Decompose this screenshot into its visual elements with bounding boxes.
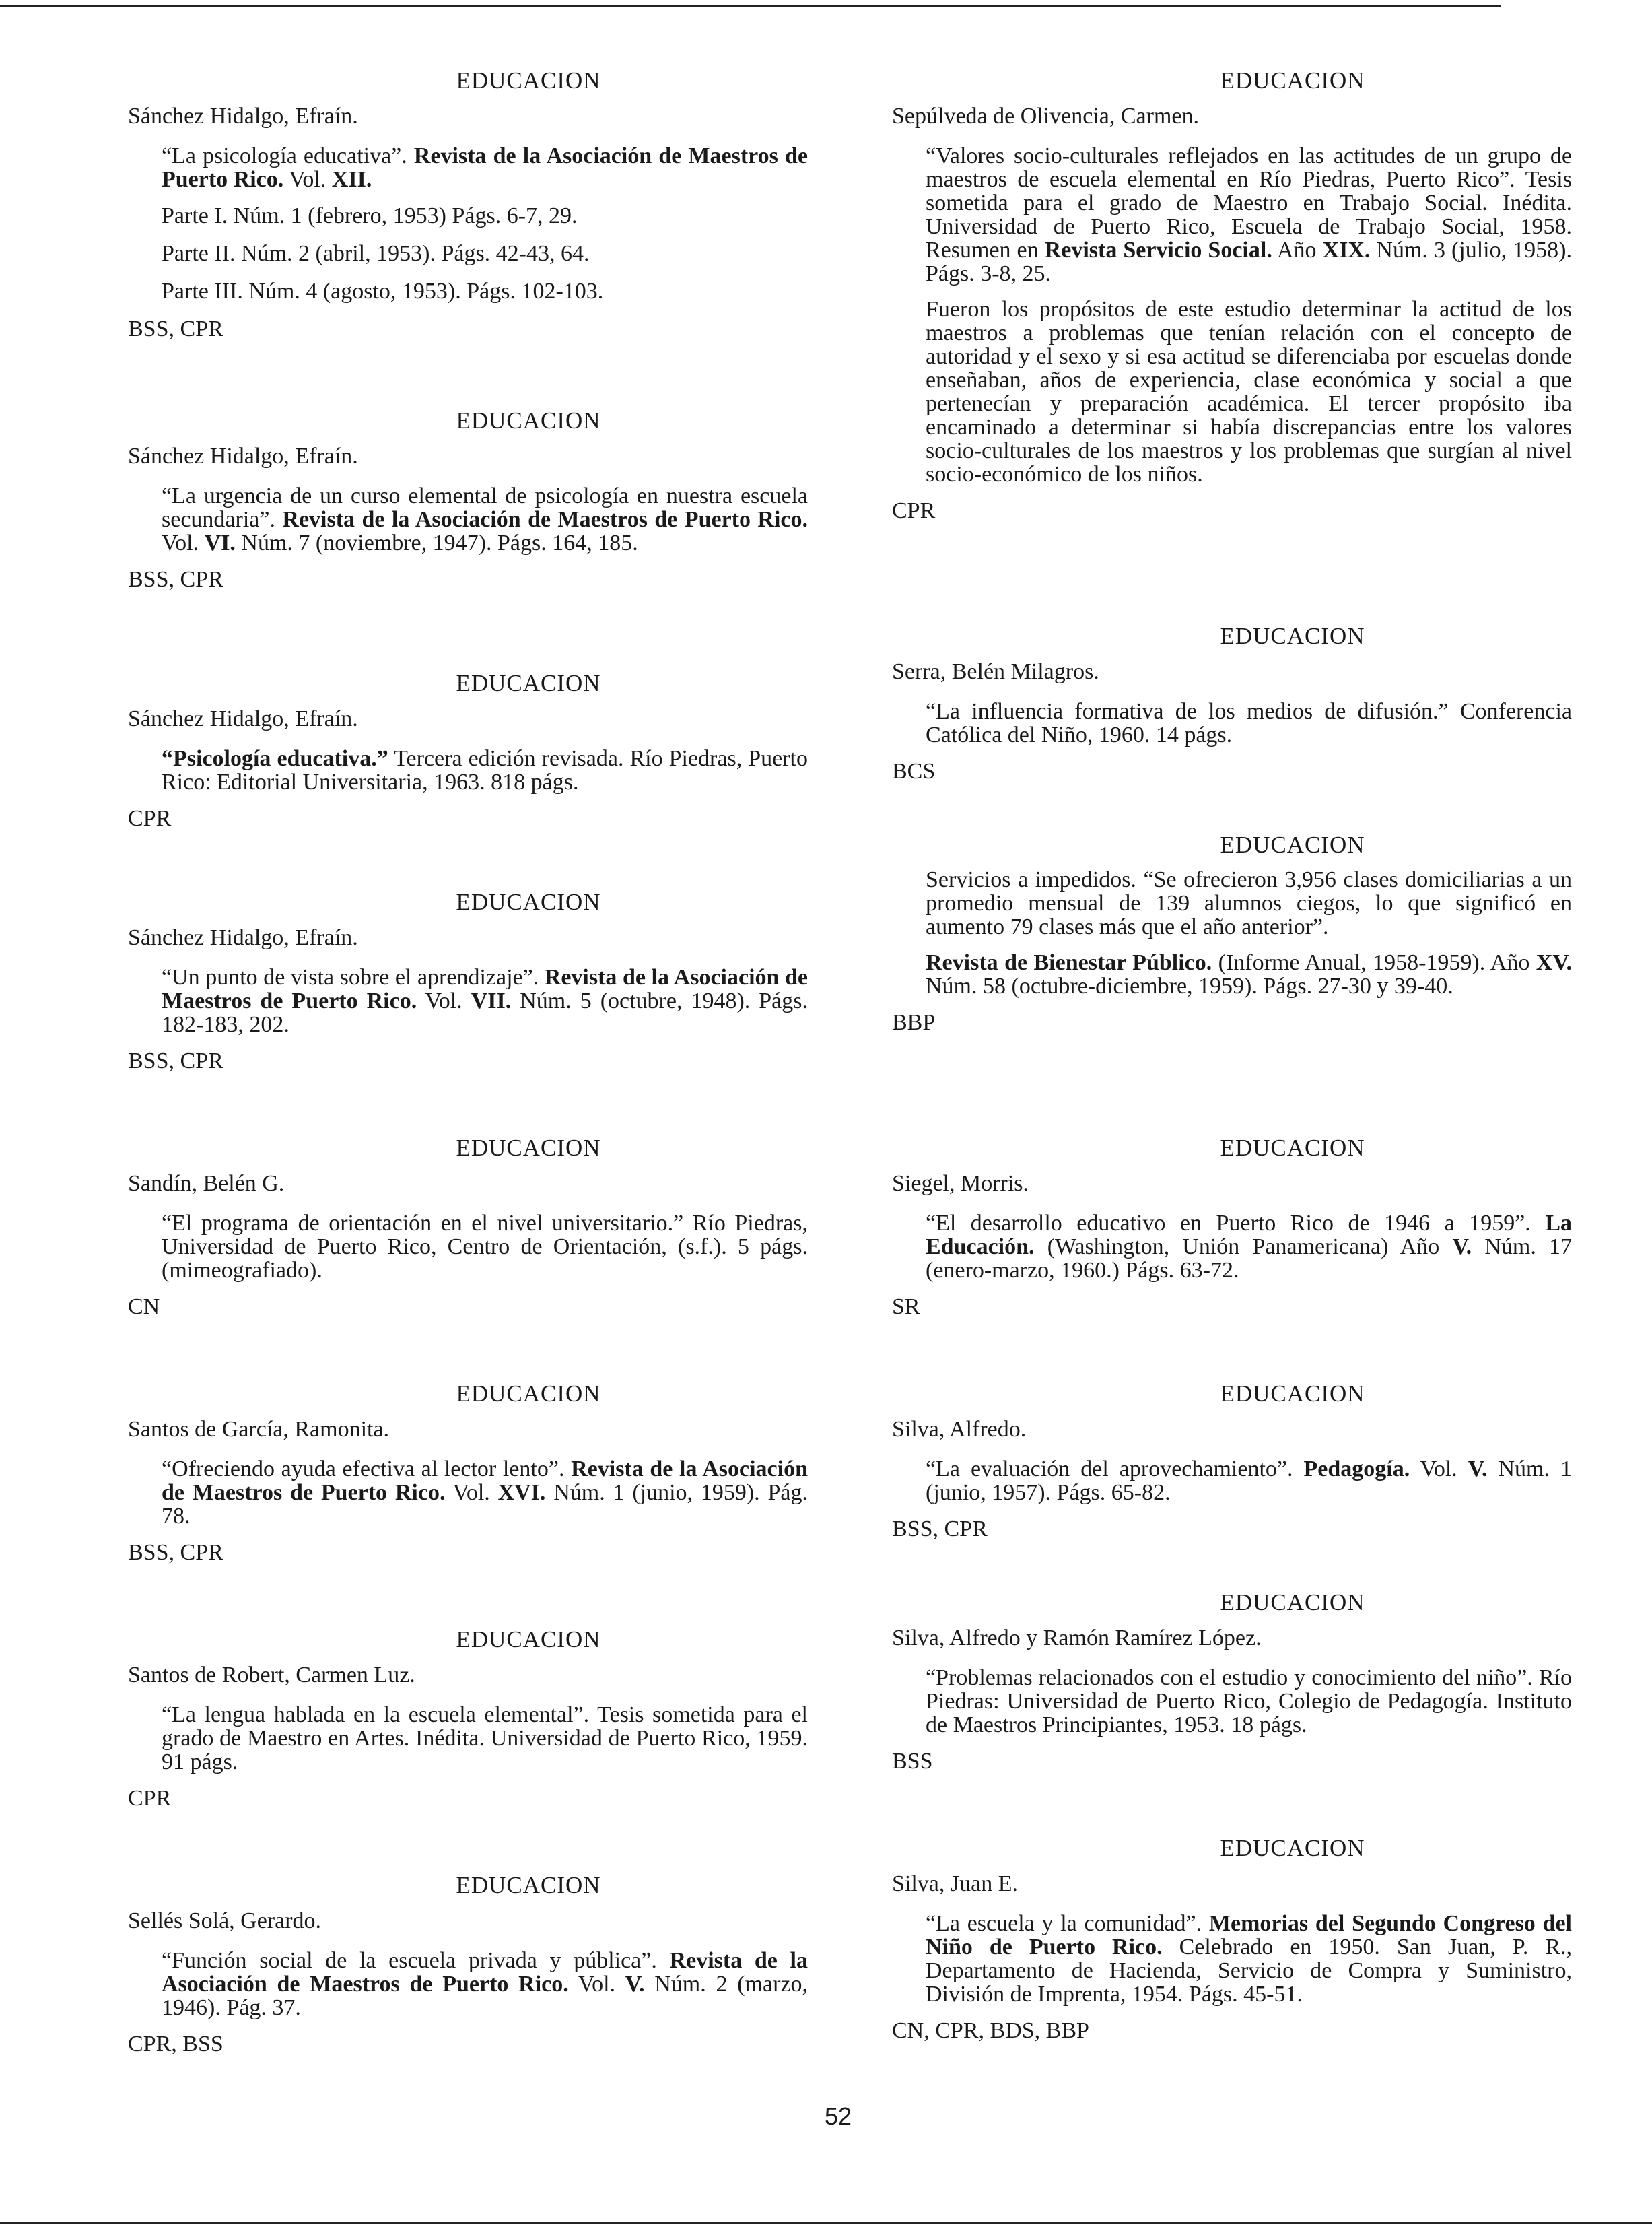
library-location: CPR, BSS: [128, 2032, 223, 2057]
entry-author: Silva, Alfredo y Ramón Ramírez López.: [892, 1626, 1262, 1650]
library-location: BSS, CPR: [128, 316, 223, 341]
citation-bold-text: Revista de la Asociación de Maestros de Puerto Rico.: [162, 143, 808, 192]
citation-text: “La urgencia de un curso elemental de psicología en nuestra escuela secundaria”.: [162, 483, 808, 532]
citation-bold-text: VI.: [204, 531, 236, 556]
citation-text: Núm. 2 (marzo, 1946). Pág. 37.: [162, 1972, 808, 2020]
citation-bold-text: XIX.: [1322, 238, 1371, 263]
entry-citation: [162, 484, 808, 555]
category-heading: EDUCACION: [1220, 1135, 1365, 1161]
citation-text: “La escuela y la comunidad”.: [926, 1911, 1209, 1936]
entry-part: Parte I. Núm. 1 (febrero, 1953) Págs. 6-7, 29.: [162, 203, 578, 228]
citation-text: Celebrado en 1950. San Juan, P. R., Departamento de Hacienda, Servicio de Compra y Suministro, División de Imprenta, 1954. Págs. 45-51.: [926, 1935, 1572, 2007]
entry-author: Santos de García, Ramonita.: [128, 1417, 390, 1442]
citation-text: (Washington, Unión Panamericana) Año: [1034, 1234, 1453, 1259]
entry-citation: [926, 1211, 1572, 1282]
bibliography-entry: [128, 67, 808, 342]
citation-bold-text: XV.: [1536, 950, 1572, 975]
citation-text: Fueron los propósitos de este estudio determinar la actitud de los maestros a problemas que tenían relación con el concepto de autoridad y el sexo y si esa actitud se diferenciaba por escuelas donde enseñaban, años de experiencia, clase económica y social a que pertenecían y preparación académica. El tercer propósito iba encaminado a determinar si había discrepancias entre los valores socio-culturales de los maestros y los problemas que surgían al nivel socio-económico de los niños.: [926, 297, 1572, 487]
entry-citation: [162, 1703, 808, 1774]
bibliography-entry: [128, 1380, 808, 1566]
citation-bold-text: “Psicología educativa.”: [162, 746, 388, 771]
entry-author: Sánchez Hidalgo, Efraín.: [128, 706, 358, 731]
entry-citation: [162, 966, 808, 1036]
citation-text: Núm. 1 (junio, 1959). Pág. 78.: [162, 1480, 808, 1529]
category-heading: EDUCACION: [456, 1380, 601, 1407]
bibliography-entry: [892, 67, 1572, 524]
category-heading: EDUCACION: [456, 889, 601, 915]
category-heading: EDUCACION: [1220, 67, 1365, 94]
citation-text: “Valores socio-culturales reflejados en las actitudes de un grupo de maestros de escuela elemental en Río Piedras, Puerto Rico”. Tesis sometida para el grado de Maestro en Trabajo Social. Inédita. Universidad de Puerto Rico, Escuela de Trabajo Social, 1958. Resumen en: [926, 143, 1572, 263]
category-heading: EDUCACION: [456, 1135, 601, 1161]
citation-text: “Función social de la escuela privada y pública”.: [162, 1948, 670, 1973]
entry-author: Sandín, Belén G.: [128, 1171, 285, 1196]
citation-bold-text: La Educación.: [926, 1211, 1572, 1259]
category-heading: EDUCACION: [1220, 832, 1365, 858]
entry-citation: [926, 700, 1572, 747]
entry-author: Siegel, Morris.: [892, 1171, 1029, 1196]
citation-text: Núm. 17 (enero-marzo, 1960.) Págs. 63-72.: [926, 1234, 1572, 1283]
entry-citation: [926, 1666, 1572, 1737]
citation-bold-text: Pedagogía.: [1303, 1457, 1410, 1481]
entry-citation: [162, 1211, 808, 1282]
bibliography-entry: [892, 1135, 1572, 1320]
entry-citation: [926, 1912, 1572, 2006]
citation-bold-text: Memorias del Segundo Congreso del Niño de Puerto Rico.: [926, 1911, 1572, 1960]
citation-text: “La psicología educativa”.: [162, 143, 414, 168]
library-location: BSS, CPR: [128, 567, 223, 592]
library-location: CN: [128, 1294, 160, 1319]
citation-text: “Problemas relacionados con el estudio y conocimiento del niño”. Río Piedras: Universidad de Puerto Rico, Colegio de Pedagogía. Instituto de Maestros Principiantes, 1953. 18 págs.: [926, 1665, 1572, 1737]
entry-part: Parte II. Núm. 2 (abril, 1953). Págs. 42-43, 64.: [162, 241, 590, 266]
category-heading: EDUCACION: [1220, 1380, 1365, 1407]
category-heading: EDUCACION: [456, 670, 601, 696]
citation-bold-text: Revista de Bienestar Público.: [926, 950, 1212, 975]
entry-author: Sánchez Hidalgo, Efraín.: [128, 444, 358, 469]
category-heading: EDUCACION: [1220, 1835, 1365, 1861]
citation-text: “La influencia formativa de los medios de difusión.” Conferencia Católica del Niño, 1960. 14 págs.: [926, 699, 1572, 747]
entry-citation: [162, 144, 808, 191]
library-location: BSS, CPR: [128, 1540, 223, 1565]
entry-citation: [162, 747, 808, 794]
citation-bold-text: V.: [625, 1972, 645, 1997]
bibliography-entry: [128, 670, 808, 832]
bibliography-entry: [892, 623, 1572, 784]
citation-text: Núm. 1 (junio, 1957). Págs. 65-82.: [926, 1457, 1573, 1505]
entry-author: Sánchez Hidalgo, Efraín.: [128, 925, 358, 950]
citation-bold-text: VII.: [471, 989, 512, 1013]
library-location: CN, CPR, BDS, BBP: [892, 2018, 1089, 2043]
top-rule: [0, 5, 1501, 7]
bibliography-entry: [892, 832, 1572, 1036]
bibliography-entry: [128, 407, 808, 593]
citation-text: “El desarrollo educativo en Puerto Rico de 1946 a 1959”.: [926, 1211, 1546, 1236]
citation-text: Núm. 5 (octubre, 1948). Págs. 182-183, 202.: [162, 989, 808, 1037]
citation-bold-text: XVI.: [497, 1480, 546, 1505]
entry-author: Serra, Belén Milagros.: [892, 659, 1099, 684]
entry-citation: [162, 1949, 808, 2019]
citation-text: Servicios a impedidos. “Se ofrecieron 3,956 clases domiciliarias a un promedio mensual de 139 alumnos ciegos, lo que significó en aumento 79 clases más que el año anterior”.: [926, 867, 1572, 939]
citation-bold-text: Revista Servicio Social.: [1044, 238, 1272, 263]
bottom-rule: [0, 2222, 1652, 2224]
category-heading: EDUCACION: [1220, 1589, 1365, 1615]
citation-text: Vol.: [1410, 1457, 1468, 1481]
bibliography-entry: [128, 1135, 808, 1320]
entry-citation: [926, 298, 1572, 486]
citation-bold-text: Revista de la Asociación de Maestros de Puerto Rico.: [162, 1948, 808, 1997]
category-heading: EDUCACION: [456, 67, 601, 94]
library-location: SR: [892, 1294, 920, 1319]
bibliography-entry: [128, 1626, 808, 1811]
citation-bold-text: Revista de la Asociación de Maestros de Puerto Rico.: [162, 1457, 808, 1505]
citation-text: Núm. 58 (octubre-diciembre, 1959). Págs. 27-30 y 39-40.: [926, 974, 1453, 999]
citation-bold-text: V.: [1468, 1457, 1488, 1481]
citation-text: “La lengua hablada en la escuela elemental”. Tesis sometida para el grado de Maestro en Artes. Inédita. Universidad de Puerto Rico, 1959. 91 págs.: [162, 1702, 808, 1774]
entry-citation: [926, 144, 1572, 286]
library-location: CPR: [128, 806, 172, 831]
citation-bold-text: V.: [1452, 1234, 1472, 1259]
citation-text: Vol.: [417, 989, 471, 1013]
citation-text: Núm. 7 (noviembre, 1947). Págs. 164, 185.: [235, 531, 638, 556]
category-heading: EDUCACION: [456, 407, 601, 434]
entry-citation: [926, 868, 1572, 939]
library-location: BBP: [892, 1010, 936, 1035]
citation-text: Vol.: [568, 1972, 625, 1997]
bibliography-entry: [892, 1835, 1572, 2044]
entry-citation: [162, 1457, 808, 1528]
bibliography-entry: [892, 1380, 1572, 1542]
entry-part: Parte III. Núm. 4 (agosto, 1953). Págs. 102-103.: [162, 279, 604, 304]
citation-bold-text: Revista de la Asociación de Maestros de Puerto Rico.: [162, 965, 808, 1013]
citation-text: Núm. 3 (julio, 1958). Págs. 3-8, 25.: [926, 238, 1572, 286]
entry-author: Santos de Robert, Carmen Luz.: [128, 1663, 415, 1687]
library-location: BSS, CPR: [128, 1048, 223, 1073]
page-number: 52: [825, 2102, 852, 2130]
bibliography-entry: [128, 1872, 808, 2057]
entry-author: Sepúlveda de Olivencia, Carmen.: [892, 104, 1200, 129]
citation-text: Vol.: [283, 167, 332, 192]
citation-text: “La evaluación del aprovechamiento”.: [926, 1457, 1304, 1481]
citation-text: Vol.: [162, 531, 205, 556]
entry-author: Sánchez Hidalgo, Efraín.: [128, 104, 358, 129]
library-location: BCS: [892, 759, 936, 784]
citation-text: (Informe Anual, 1958-1959). Año: [1212, 950, 1536, 975]
category-heading: EDUCACION: [456, 1626, 601, 1652]
citation-text: “Un punto de vista sobre el aprendizaje”.: [162, 965, 545, 990]
library-location: CPR: [892, 498, 936, 523]
citation-text: Año: [1272, 238, 1323, 263]
citation-text: “El programa de orientación en el nivel universitario.” Río Piedras, Universidad de Puerto Rico, Centro de Orientación, (s.f.). 5 págs. (mimeografiado).: [162, 1211, 808, 1283]
entry-citation: [926, 951, 1572, 998]
category-heading: EDUCACION: [1220, 623, 1365, 649]
citation-text: “Ofreciendo ayuda efectiva al lector lento”.: [162, 1457, 572, 1481]
entry-author: Silva, Alfredo.: [892, 1417, 1027, 1442]
entry-citation: [926, 1457, 1572, 1504]
category-heading: EDUCACION: [456, 1872, 601, 1898]
library-location: BSS: [892, 1749, 933, 1774]
citation-text: Tercera edición revisada. Río Piedras, Puerto Rico: Editorial Universitaria, 1963. 818 págs.: [162, 746, 808, 795]
bibliography-entry: [128, 889, 808, 1074]
entry-author: Silva, Juan E.: [892, 1871, 1018, 1896]
library-location: CPR: [128, 1786, 172, 1811]
citation-bold-text: Revista de la Asociación de Maestros de Puerto Rico.: [282, 507, 808, 532]
citation-text: Vol.: [445, 1480, 498, 1505]
citation-bold-text: XII.: [331, 167, 372, 192]
bibliography-entry: [892, 1589, 1572, 1774]
entry-author: Sellés Solá, Gerardo.: [128, 1908, 322, 1933]
library-location: BSS, CPR: [892, 1516, 988, 1541]
